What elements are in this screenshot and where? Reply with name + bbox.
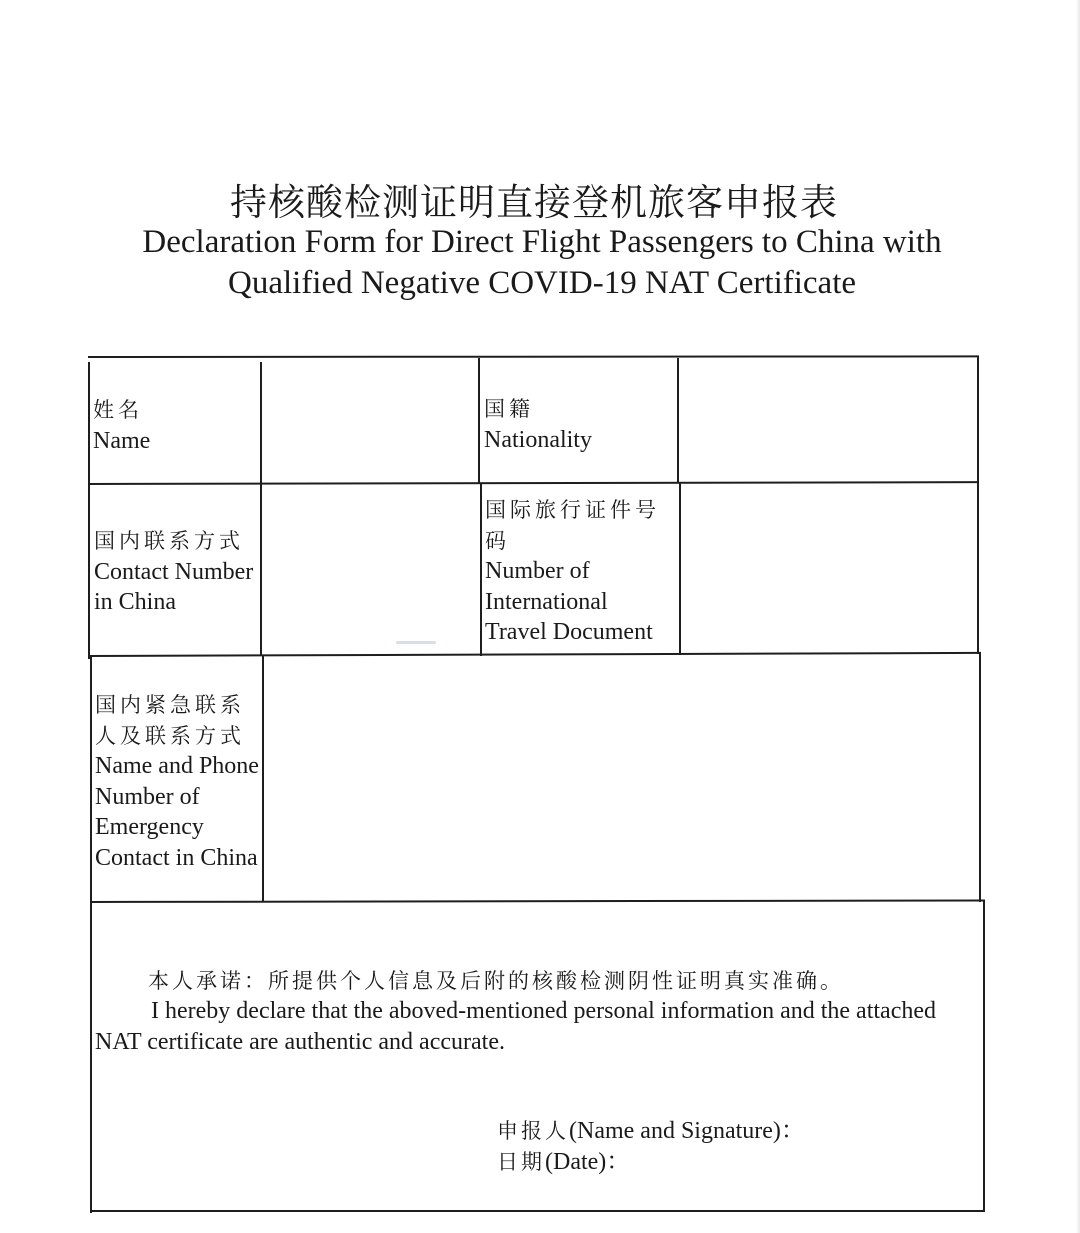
form-title-english-line2: Qualified Negative COVID-19 NAT Certificate xyxy=(227,265,857,301)
declaration-text-en-2: NAT certificate are authentic and accurate. xyxy=(95,1029,505,1055)
travel-doc-label-en-1: Number of xyxy=(485,558,590,584)
contact-field[interactable] xyxy=(264,486,478,654)
nationality-label-en: Nationality xyxy=(484,426,592,453)
date-line xyxy=(497,1147,630,1178)
form-title-chinese: 持核酸检测证明直接登机旅客申报表 xyxy=(230,181,838,224)
emergency-label-cn-1: 国内紧急联系 xyxy=(95,693,245,717)
name-label-en: Name xyxy=(93,427,151,454)
table-border-right-lower xyxy=(979,652,981,902)
declaration-text-en-1: I hereby declare that the aboved-mentioned personal information and the attached xyxy=(151,998,937,1024)
table-border-right-bottom xyxy=(983,900,985,1212)
col-divider-1a xyxy=(260,362,262,656)
contact-label-cn: 国内联系方式 xyxy=(94,529,244,553)
signature-line xyxy=(497,1116,805,1147)
travel-doc-label-cn-2: 码 xyxy=(485,528,510,553)
travel-doc-label-en-2: International xyxy=(485,588,608,615)
contact-label-en-2: in China xyxy=(94,589,176,615)
col-divider-2a xyxy=(478,358,480,484)
signature-field[interactable] xyxy=(800,1116,970,1146)
row-divider-2 xyxy=(88,652,981,657)
emergency-contact-field[interactable] xyxy=(266,658,978,899)
name-label-cn: 姓名 xyxy=(93,398,143,422)
table-border-left xyxy=(88,362,90,659)
col-divider-1b xyxy=(262,656,264,902)
nationality-field[interactable] xyxy=(681,360,976,482)
emergency-label-cn-2: 人及联系方式 xyxy=(95,723,245,748)
table-border-bottom xyxy=(92,1210,985,1212)
col-divider-3a xyxy=(677,358,679,483)
signature-label-cn: 申报人 xyxy=(497,1119,569,1143)
col-divider-2b xyxy=(480,484,482,656)
name-field[interactable] xyxy=(263,360,477,482)
emergency-label-en-2: Number of xyxy=(95,783,200,810)
emergency-label-en-1: Name and Phone xyxy=(95,753,259,779)
name-label xyxy=(93,395,150,456)
contact-label xyxy=(94,526,253,618)
col-divider-3b xyxy=(679,483,681,655)
table-border-top xyxy=(88,355,979,358)
travel-doc-label-en-3: Travel Document xyxy=(485,619,653,645)
contact-label-en-1: Contact Number xyxy=(94,558,254,585)
emergency-contact-label xyxy=(95,690,259,873)
emergency-label-en-4: Contact in China xyxy=(95,844,258,871)
travel-doc-field[interactable] xyxy=(683,486,977,652)
declaration-text-cn xyxy=(148,966,844,997)
signature-label-en: (Name and Signature)： xyxy=(569,1118,805,1144)
date-field[interactable] xyxy=(630,1147,970,1177)
date-label-cn: 日期 xyxy=(497,1150,545,1174)
row-divider-3 xyxy=(90,899,985,903)
emergency-label-en-3: Emergency xyxy=(95,814,204,840)
travel-doc-label xyxy=(485,495,660,648)
nationality-label-cn: 国籍 xyxy=(484,397,534,421)
scan-smudge xyxy=(396,641,436,644)
form-title-english-line1: Declaration Form for Direct Flight Passengers to China with xyxy=(142,224,942,260)
date-label-en: (Date)： xyxy=(545,1149,631,1175)
table-border-right xyxy=(977,356,979,654)
travel-doc-label-cn-1: 国际旅行证件号 xyxy=(485,498,660,522)
table-border-left-lower xyxy=(90,656,92,1213)
nationality-label xyxy=(484,394,592,455)
declaration-cn-line: 本人承诺：所提供个人信息及后附的核酸检测阴性证明真实准确。 xyxy=(148,969,844,993)
